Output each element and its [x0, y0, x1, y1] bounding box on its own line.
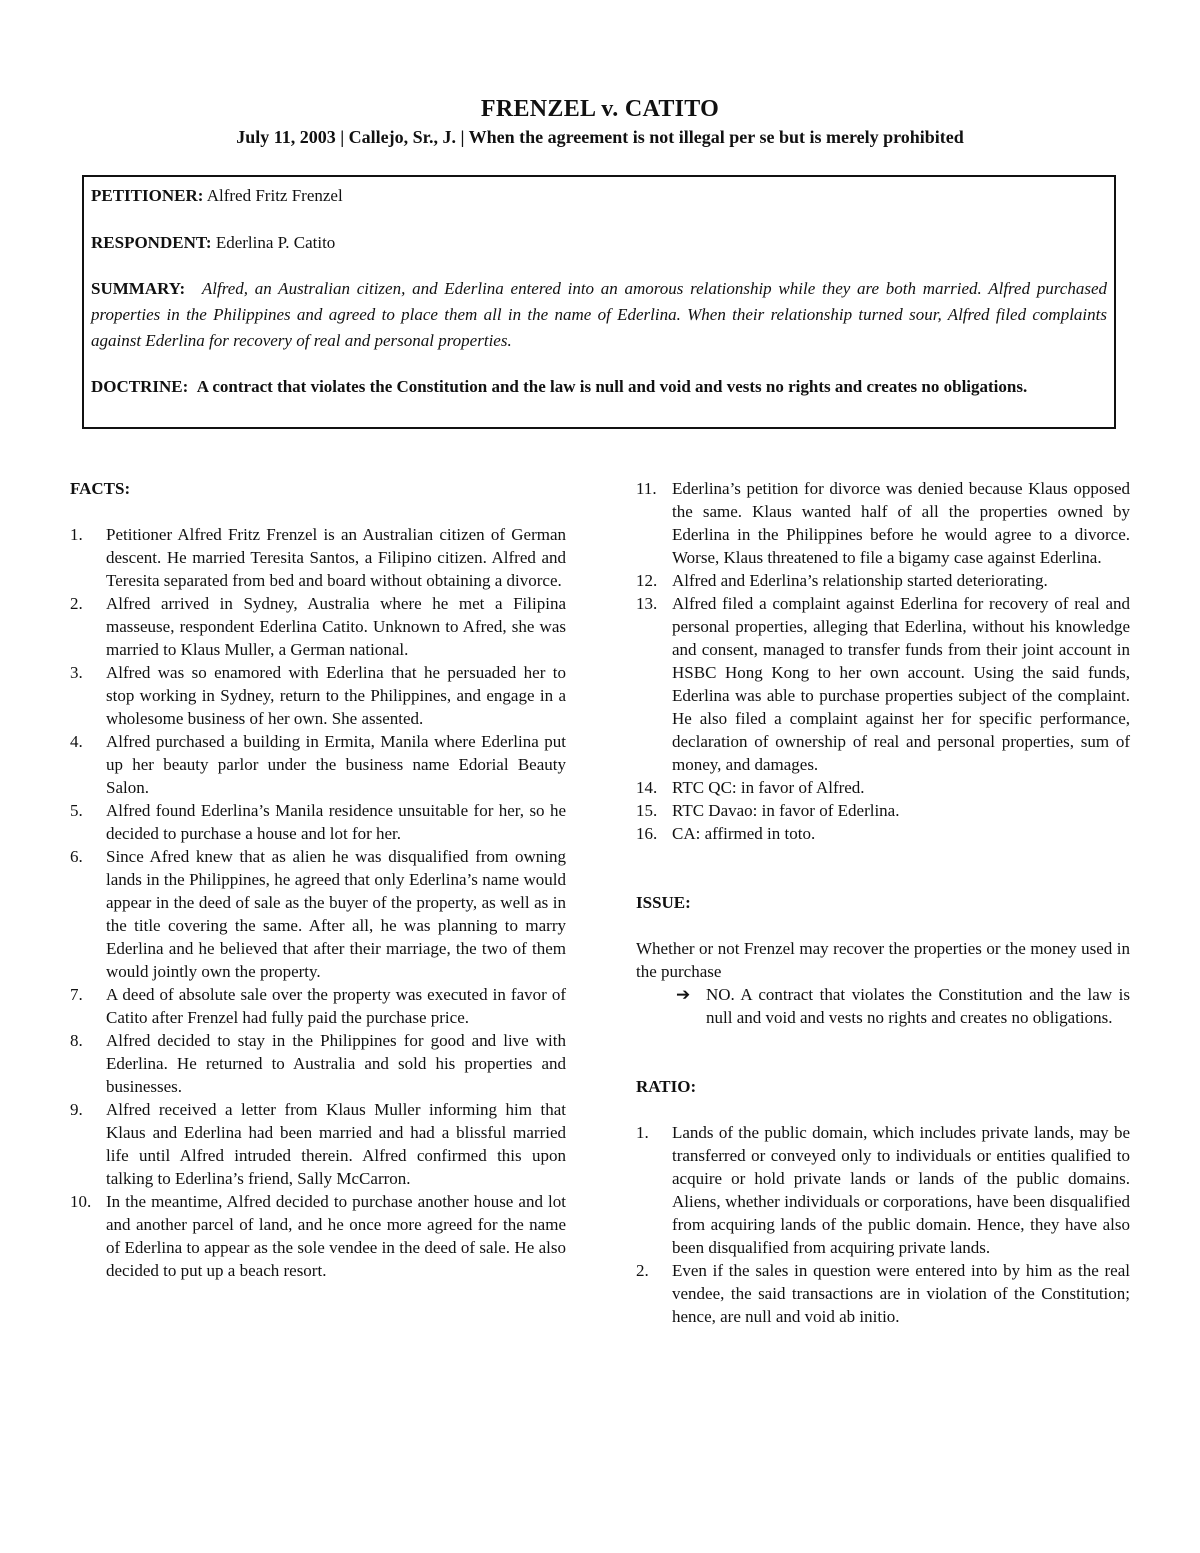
doctrine-label: DOCTRINE:: [91, 377, 189, 396]
facts-heading: FACTS:: [70, 479, 131, 498]
summary-row: [91, 276, 1107, 354]
fact-item: 1. Petitioner Alfred Fritz Frenzel is an Australian citizen of German descent. He married Teresita Santos, a Filipino citizen. Alfred and Teresita separated from bed and board without obtaining a divorce.: [70, 525, 566, 590]
facts-list-part1: [70, 523, 566, 1282]
issue-answer-text: NO. A contract that violates the Constitution and the law is null and void and vests no rights and creates no obligations.: [706, 985, 1130, 1027]
petitioner-name: Alfred Fritz Frenzel: [206, 186, 343, 205]
summary-text: Alfred, an Australian citizen, and Ederlina entered into an amorous relationship while they are both married. Alfred purchased properties in the Philippines and agreed to place them all in the name of Ederlina. When their relationship turned sour, Alfred filed complaints against Ederlina for recovery of real and personal properties.: [91, 279, 1108, 350]
respondent-label: RESPONDENT:: [91, 233, 212, 252]
fact-item: 4. Alfred purchased a building in Ermita, Manila where Ederlina put up her beauty parlor under the business name Edorial Beauty Salon.: [70, 732, 566, 797]
fact-item: 12. Alfred and Ederlina’s relationship started deteriorating.: [636, 571, 1048, 590]
fact-item: 6. Since Afred knew that as alien he was disqualified from owning lands in the Philippines, he agreed that only Ederlina’s name would appear in the deed of sale as the buyer of the property, as well as in the title covering the same. After all, he was planning to marry Ederlina and he believed that after their marriage, the two of them would jointly own the property.: [70, 847, 566, 981]
fact-item: 16. CA: affirmed in toto.: [636, 824, 816, 843]
fact-item: 7. A deed of absolute sale over the property was executed in favor of Catito after Frenzel had fully paid the purchase price.: [70, 985, 566, 1027]
issue-question: Whether or not Frenzel may recover the properties or the money used in the purchase: [636, 939, 1130, 981]
ratio-item: 2. Even if the sales in question were entered into by him as the real vendee, the said transactions are in violation of the Constitution; hence, are null and void ab initio.: [636, 1261, 1130, 1326]
right-column: [636, 477, 1130, 1328]
fact-item: 11. Ederlina’s petition for divorce was denied because Klaus opposed the same. Klaus wanted half of all the properties owned by Ederlina in the Philippines before he would agree to a divorce. Worse, Klaus threatened to file a bigamy case against Ederlina.: [636, 479, 1130, 567]
summary-label: SUMMARY:: [91, 279, 186, 298]
case-subtitle: July 11, 2003 | Callejo, Sr., J. | When the agreement is not illegal per se but is merely prohibited: [236, 127, 964, 147]
doctrine-row: [91, 375, 1107, 399]
fact-item: 14. RTC QC: in favor of Alfred.: [636, 778, 865, 797]
case-summary-box: [82, 175, 1116, 429]
ratio-heading: RATIO:: [636, 1077, 697, 1096]
fact-item: 13. Alfred filed a complaint against Ederlina for recovery of real and personal properties, alleging that Ederlina, without his knowledge and consent, managed to transfer funds from their joint account in HSBC Hong Kong to her own account. Using the said funds, Ederlina was able to purchase properties subject of the complaint. He also filed a complaint against her for specific performance, declaration of ownership of real and personal properties, sum of money, and damages.: [636, 594, 1130, 774]
doctrine-text: A contract that violates the Constitution and the law is null and void and vests no rights and creates no obligations.: [196, 377, 1028, 396]
petitioner-label: PETITIONER:: [91, 186, 204, 205]
fact-item: 2. Alfred arrived in Sydney, Australia where he met a Filipina masseuse, respondent Ederlina Catito. Unknown to Afred, she was married to Klaus Muller, a German national.: [70, 594, 566, 659]
issue-answer: [636, 983, 1130, 1029]
left-column: [70, 477, 566, 1282]
arrow-right-icon: ➔: [676, 985, 691, 1004]
respondent-name: Ederlina P. Catito: [215, 233, 336, 252]
fact-item: 10. In the meantime, Alfred decided to purchase another house and lot and another parcel of land, and he once more agreed for the name of Ederlina to appear as the sole vendee in the deed of sale. He also decided to put up a beach resort.: [70, 1192, 566, 1280]
facts-list-part2: [636, 477, 1130, 845]
fact-item: 8. Alfred decided to stay in the Philippines for good and live with Ederlina. He returned to Australia and sold his properties and businesses.: [70, 1031, 566, 1096]
case-title: FRENZEL v. CATITO: [480, 96, 720, 122]
ratio-item: 1. Lands of the public domain, which includes private lands, may be transferred or conveyed only to individuals or entities qualified to acquire or hold private lands or lands of the public domains. Aliens, whether individuals or corporations, have been disqualified from acquiring lands of the public domain. Hence, they have also been disqualified from acquiring private lands.: [636, 1123, 1130, 1257]
issue-heading: ISSUE:: [636, 893, 691, 912]
fact-item: 3. Alfred was so enamored with Ederlina that he persuaded her to stop working in Sydney, return to the Philippines, and engage in a wholesome business of her own. She assented.: [70, 663, 566, 728]
petitioner-row: [91, 183, 1107, 209]
fact-item: 9. Alfred received a letter from Klaus Muller informing him that Klaus and Ederlina had been married and had a blissful married life until Alfred intruded therein. Alfred confirmed this upon talking to Ederlina’s friend, Sally McCarron.: [70, 1100, 566, 1188]
respondent-row: [91, 230, 1107, 256]
fact-item: 15. RTC Davao: in favor of Ederlina.: [636, 801, 900, 820]
ratio-list: [636, 1121, 1130, 1328]
fact-item: 5. Alfred found Ederlina’s Manila residence unsuitable for her, so he decided to purchase a house and lot for her.: [70, 801, 566, 843]
